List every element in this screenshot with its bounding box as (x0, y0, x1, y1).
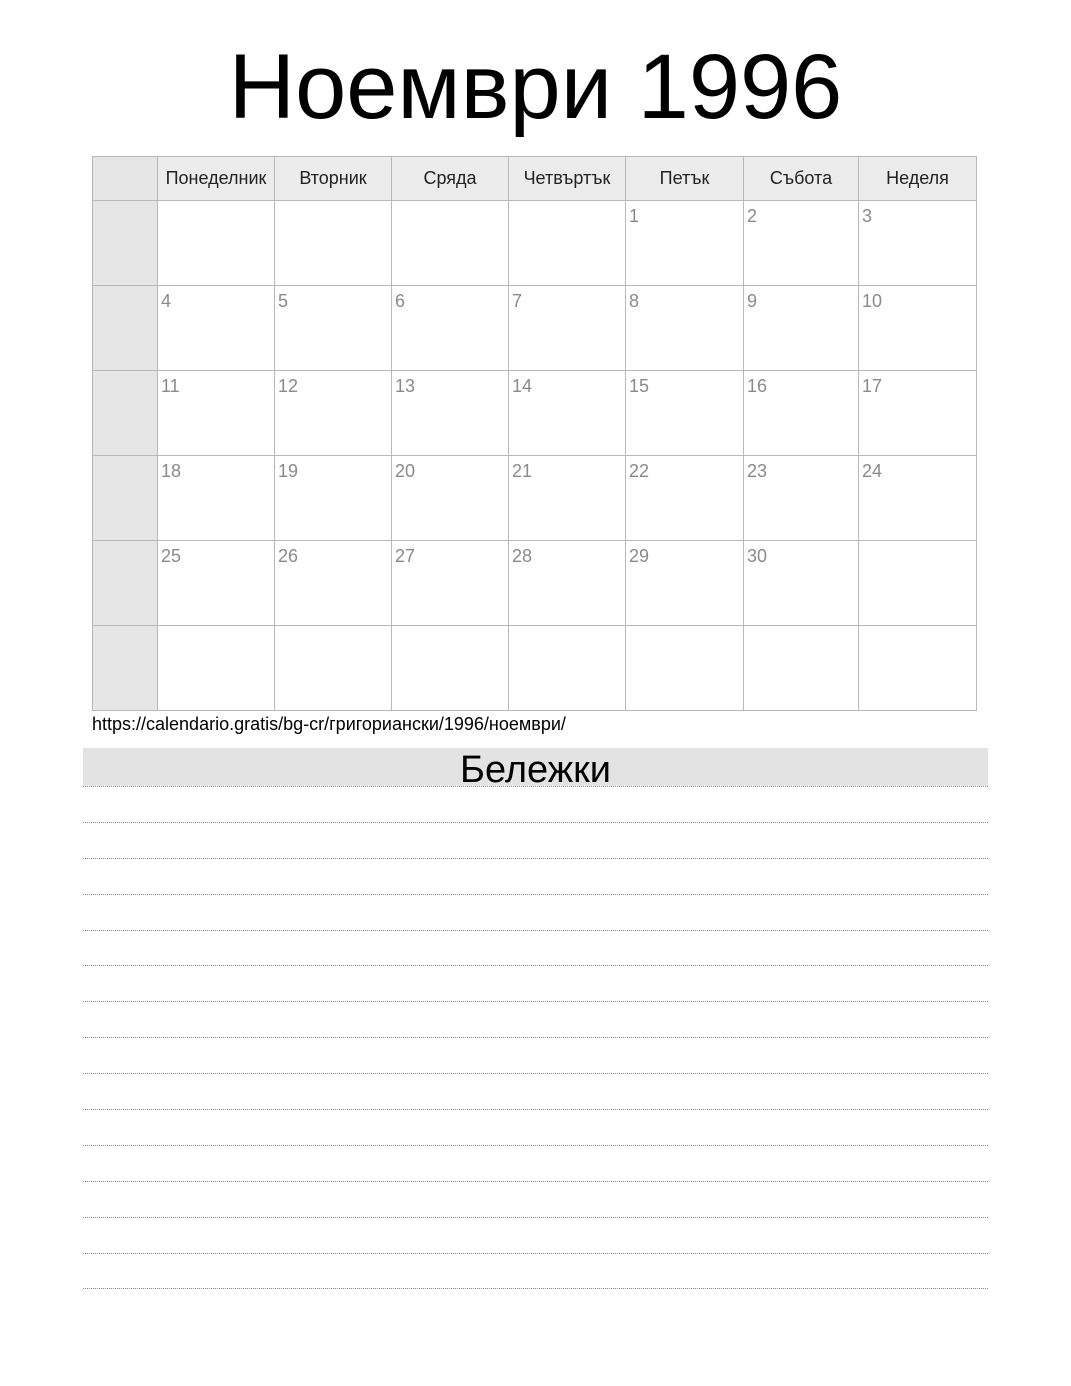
day-cell (744, 286, 859, 371)
day-number (626, 626, 743, 631)
day-cell (275, 456, 392, 541)
note-line (83, 786, 988, 822)
day-cell (158, 201, 275, 286)
day-number: 22 (629, 461, 650, 481)
day-cell (158, 286, 275, 371)
day-cell (509, 286, 626, 371)
day-cell (509, 456, 626, 541)
day-number: 2 (747, 206, 758, 226)
week-row (93, 626, 977, 711)
day-number: 21 (512, 461, 533, 481)
day-number: 16 (747, 376, 768, 396)
week-number-cell (93, 626, 158, 711)
calendar-grid (92, 156, 977, 711)
day-cell (509, 626, 626, 711)
day-number: 29 (629, 546, 650, 566)
week-number-cell (93, 201, 158, 286)
day-cell (859, 286, 977, 371)
day-number (509, 626, 625, 631)
note-line (83, 894, 988, 930)
week-number-cell (93, 541, 158, 626)
day-number (392, 626, 508, 631)
weekday-header: Вторник (275, 157, 392, 201)
note-line (83, 1253, 988, 1289)
day-cell (744, 456, 859, 541)
day-number: 5 (278, 291, 289, 311)
day-cell (626, 456, 744, 541)
day-number (859, 626, 976, 631)
day-cell (744, 541, 859, 626)
weekday-header: Четвъртък (509, 157, 626, 201)
day-cell (744, 201, 859, 286)
day-number: 4 (161, 291, 172, 311)
week-column-header (93, 157, 158, 201)
day-cell (158, 626, 275, 711)
note-line (83, 1037, 988, 1073)
page-title: Ноември 1996 (228, 36, 843, 138)
day-number: 25 (161, 546, 182, 566)
day-number: 26 (278, 546, 299, 566)
day-number (158, 626, 274, 631)
day-cell (275, 201, 392, 286)
weekday-header: Неделя (859, 157, 977, 201)
day-cell (626, 371, 744, 456)
day-cell (626, 626, 744, 711)
week-row (93, 286, 977, 371)
day-cell (626, 201, 744, 286)
source-url: https://calendario.gratis/bg-cr/григориански/1996/ноември/ (92, 714, 566, 734)
day-cell (158, 541, 275, 626)
day-cell (392, 541, 509, 626)
day-number (859, 541, 976, 546)
day-cell (859, 201, 977, 286)
day-number: 1 (629, 206, 640, 226)
note-line (83, 1181, 988, 1217)
day-number: 15 (629, 376, 650, 396)
day-cell (392, 286, 509, 371)
day-number: 17 (862, 376, 883, 396)
weekday-header: Събота (744, 157, 859, 201)
day-number: 11 (161, 376, 180, 396)
day-cell (158, 371, 275, 456)
day-number: 8 (629, 291, 640, 311)
day-cell (744, 371, 859, 456)
day-number: 7 (512, 291, 523, 311)
day-cell (158, 456, 275, 541)
day-cell (626, 541, 744, 626)
day-cell (509, 371, 626, 456)
day-number (275, 201, 391, 206)
day-number: 23 (747, 461, 768, 481)
day-cell (392, 626, 509, 711)
day-cell (275, 286, 392, 371)
note-line (83, 965, 988, 1001)
day-number (275, 626, 391, 631)
day-number: 27 (395, 546, 416, 566)
day-number: 6 (395, 291, 406, 311)
day-cell (275, 626, 392, 711)
note-line (83, 1001, 988, 1037)
note-line (83, 1288, 988, 1289)
day-number: 30 (747, 546, 768, 566)
day-number: 13 (395, 376, 416, 396)
day-cell (392, 456, 509, 541)
day-cell (392, 201, 509, 286)
note-line (83, 822, 988, 858)
day-number: 10 (862, 291, 883, 311)
day-number: 28 (512, 546, 533, 566)
week-number-cell (93, 286, 158, 371)
day-cell (859, 541, 977, 626)
day-cell (744, 626, 859, 711)
day-number: 19 (278, 461, 299, 481)
day-cell (509, 541, 626, 626)
day-number: 14 (512, 376, 533, 396)
day-number (509, 201, 625, 206)
note-line (83, 1073, 988, 1109)
day-number: 12 (278, 376, 299, 396)
day-cell (392, 371, 509, 456)
weekday-header: Петък (626, 157, 744, 201)
note-line (83, 1145, 988, 1181)
day-cell (859, 371, 977, 456)
day-number (392, 201, 508, 206)
day-number (158, 201, 274, 206)
day-cell (275, 371, 392, 456)
note-line (83, 930, 988, 966)
day-cell (275, 541, 392, 626)
day-cell (509, 201, 626, 286)
week-row (93, 201, 977, 286)
note-line (83, 1109, 988, 1145)
notes-title: Бележки (460, 749, 611, 791)
day-number: 20 (395, 461, 416, 481)
note-line (83, 1217, 988, 1253)
day-number (744, 626, 858, 631)
notes-lines (83, 786, 988, 1289)
week-row (93, 371, 977, 456)
day-number: 3 (862, 206, 873, 226)
weekday-header: Понеделник (158, 157, 275, 201)
week-row (93, 456, 977, 541)
day-cell (859, 626, 977, 711)
week-row (93, 541, 977, 626)
note-line (83, 858, 988, 894)
day-cell (626, 286, 744, 371)
week-number-cell (93, 371, 158, 456)
week-number-cell (93, 456, 158, 541)
day-cell (859, 456, 977, 541)
day-number: 18 (161, 461, 182, 481)
weekday-header-row (93, 157, 977, 201)
day-number: 9 (747, 291, 758, 311)
weekday-header: Сряда (392, 157, 509, 201)
day-number: 24 (862, 461, 883, 481)
notes-header (83, 748, 988, 791)
